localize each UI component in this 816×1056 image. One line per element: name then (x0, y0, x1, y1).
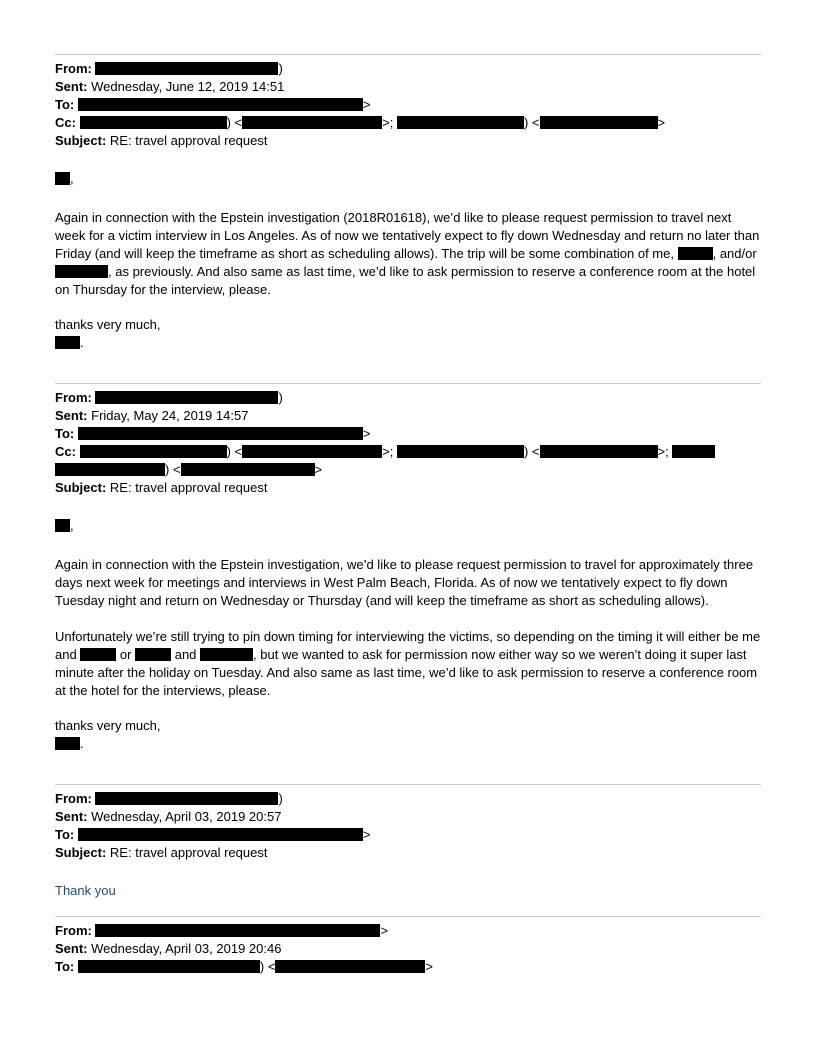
greeting-punct: , (70, 171, 74, 186)
cc-punct: >; (657, 444, 669, 459)
from-label: From: (55, 61, 92, 76)
from-line (55, 922, 761, 940)
redaction (55, 463, 165, 476)
from-line (55, 60, 761, 78)
email-thread (55, 54, 761, 976)
cc-label: Cc: (55, 115, 76, 130)
from-label: From: (55, 791, 92, 806)
closing: thanks very much, (55, 718, 161, 733)
to-punct: ) < (259, 959, 276, 974)
redaction (275, 960, 425, 973)
redaction (135, 648, 171, 661)
redaction (181, 463, 315, 476)
to-line (55, 826, 761, 844)
to-label: To: (55, 827, 75, 842)
subject-value: RE: travel approval request (109, 480, 268, 495)
greeting (55, 171, 761, 189)
redaction (95, 924, 380, 937)
cc-punct: ) < (226, 444, 243, 459)
subject-line (55, 479, 761, 497)
from-punct: ) (278, 791, 283, 806)
signature (55, 736, 761, 754)
subject-value: RE: travel approval request (109, 133, 268, 148)
redaction (78, 427, 363, 440)
body-text: or (116, 647, 136, 662)
redaction (55, 265, 108, 278)
signature-punct: . (80, 736, 84, 751)
redaction (397, 116, 524, 129)
from-label: From: (55, 390, 92, 405)
divider (55, 784, 761, 785)
signature (55, 335, 761, 353)
redaction (242, 445, 382, 458)
redaction (78, 828, 363, 841)
sent-value: Friday, May 24, 2019 14:57 (91, 408, 249, 423)
greeting (55, 518, 761, 536)
redaction (80, 445, 227, 458)
body-text: , and/or (712, 246, 757, 261)
sent-value: Wednesday, June 12, 2019 14:51 (91, 79, 285, 94)
redaction (95, 391, 278, 404)
from-punct: ) (278, 61, 283, 76)
reply-text: Thank you (55, 883, 116, 898)
sent-label: Sent: (55, 809, 88, 824)
cc-punct: > (657, 115, 666, 130)
redaction (55, 336, 80, 349)
cc-punct: >; (382, 115, 394, 130)
sent-line (55, 78, 761, 96)
body-text: Unfortunately we’re still trying to pin down timing for interviewing the victims, so depending on the timing it will either be me and (55, 629, 761, 662)
to-line (55, 425, 761, 443)
redaction (200, 648, 253, 661)
redaction (540, 116, 658, 129)
subject-label: Subject: (55, 480, 107, 495)
from-punct: ) (278, 390, 283, 405)
subject-line (55, 132, 761, 150)
redaction (95, 62, 278, 75)
cc-label: Cc: (55, 444, 76, 459)
sent-value: Wednesday, April 03, 2019 20:46 (91, 941, 282, 956)
sent-label: Sent: (55, 408, 88, 423)
body-text: Again in connection with the Epstein investigation (2018R01618), we’d like to please request permission to travel next week for a victim interview in Los Angeles. As of now we tentatively expect to fly down Wednesday and return no later than Friday (and will keep the timeframe as short as scheduling allows). The trip will be some combination of me, (55, 210, 760, 261)
cc-punct: >; (382, 444, 394, 459)
sent-value: Wednesday, April 03, 2019 20:57 (91, 809, 282, 824)
cc-punct: ) < (226, 115, 243, 130)
divider (55, 383, 761, 384)
redaction (95, 792, 278, 805)
sent-line (55, 940, 761, 958)
to-label: To: (55, 959, 75, 974)
to-line (55, 958, 761, 976)
redaction (55, 737, 80, 750)
subject-line (55, 844, 761, 862)
divider (55, 54, 761, 55)
divider (55, 916, 761, 917)
to-punct: > (425, 959, 434, 974)
subject-label: Subject: (55, 845, 107, 860)
redaction (78, 960, 260, 973)
body-text: and (171, 647, 201, 662)
from-label: From: (55, 923, 92, 938)
to-label: To: (55, 97, 75, 112)
from-line (55, 790, 761, 808)
sent-label: Sent: (55, 79, 88, 94)
redaction (78, 98, 363, 111)
greeting-punct: , (70, 518, 74, 533)
email-body-paragraph (55, 628, 761, 700)
sent-line (55, 808, 761, 826)
subject-label: Subject: (55, 133, 107, 148)
email-header-2 (55, 389, 761, 497)
from-punct: > (380, 923, 389, 938)
email-header-4 (55, 922, 761, 976)
cc-punct: ) < (165, 462, 181, 477)
cc-punct: > (314, 462, 323, 477)
cc-punct: ) < (523, 444, 540, 459)
redaction (55, 172, 70, 185)
redaction (397, 445, 524, 458)
body-text: , as previously. And also same as last time, we’d like to ask permission to reserve a conference room at the hotel on Thursday for the interview, please. (55, 264, 756, 297)
subject-value: RE: travel approval request (109, 845, 268, 860)
cc-line (55, 114, 761, 132)
redaction (672, 445, 715, 458)
redaction (678, 247, 713, 260)
sent-label: Sent: (55, 941, 88, 956)
redaction (540, 445, 658, 458)
signature-punct: . (80, 335, 84, 350)
to-punct: > (362, 426, 371, 441)
to-punct: > (362, 827, 371, 842)
cc-line (55, 443, 761, 461)
from-line (55, 389, 761, 407)
to-punct: > (362, 97, 371, 112)
cc-punct: ) < (523, 115, 540, 130)
email-header-1 (55, 60, 761, 150)
to-line (55, 96, 761, 114)
body-text: , but we wanted to ask for permission now either way so we weren’t doing it super last minute after the holiday on Tuesday. And also same as last time, we’d like to ask permission to reserve a conference room at the hotel for the interviews, please. (55, 647, 758, 698)
email-body-paragraph (55, 209, 761, 299)
email-body-paragraph: Again in connection with the Epstein investigation, we’d like to please request permission to travel for approximately three days next week for meetings and interviews in West Palm Beach, Florida. As of now we tentatively expect to fly down Tuesday night and return on Wednesday or Thursday (and will keep the timeframe as short as scheduling allows). (55, 557, 754, 608)
redaction (55, 519, 70, 532)
to-label: To: (55, 426, 75, 441)
email-header-3 (55, 790, 761, 862)
closing: thanks very much, (55, 317, 161, 332)
cc-line-cont (55, 461, 761, 479)
redaction (80, 116, 227, 129)
sent-line (55, 407, 761, 425)
redaction (242, 116, 382, 129)
redaction (80, 648, 116, 661)
